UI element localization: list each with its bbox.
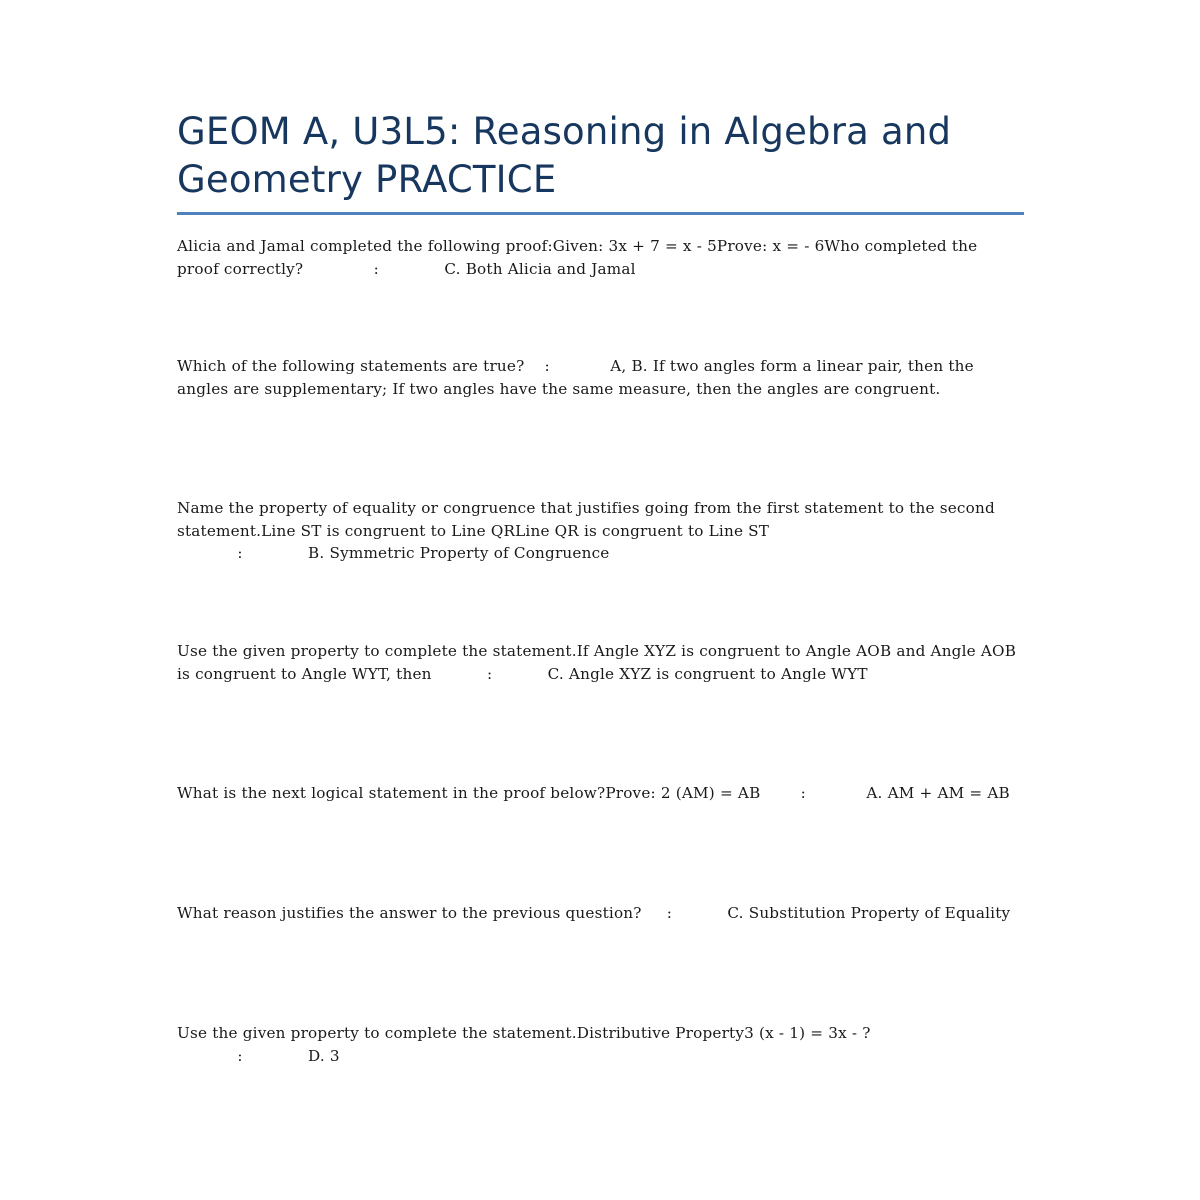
answer-separator: : (800, 784, 806, 802)
answer-text: B. Symmetric Property of Congruence (308, 544, 610, 562)
question-text: Name the property of equality or congruence that justifies going from the first statement to the second statement.Line ST is congruent to Line QRLine QR is congruent to Line ST (177, 499, 995, 540)
qa-item (177, 902, 1023, 925)
question-text: Which of the following statements are true? (177, 357, 525, 375)
document-page (177, 108, 1023, 1065)
qa-item (177, 1022, 1023, 1067)
answer-text: A, B. If two angles form a linear pair, then the angles are supplementary; If two angles have the same measure, then the angles are congruent. (177, 357, 974, 398)
question-text: Use the given property to complete the statement.Distributive Property3 (x - 1) = 3x - ? (177, 1024, 871, 1042)
answer-separator: : (373, 259, 379, 278)
qa-item (177, 497, 1023, 565)
question-text: What reason justifies the answer to the previous question? (177, 904, 642, 922)
answer-text: C. Angle XYZ is congruent to Angle WYT (547, 664, 868, 683)
qa-item (177, 782, 1023, 805)
page-title: GEOM A, U3L5: Reasoning in Algebra and Geometry PRACTICE (177, 110, 952, 201)
answer-text: A. AM + AM = AB (866, 784, 1010, 802)
title-underline (177, 212, 1024, 215)
answer-text: D. 3 (308, 1046, 340, 1065)
qa-item (177, 640, 1023, 685)
answer-text: C. Substitution Property of Equality (727, 904, 1011, 922)
answer-separator: : (486, 664, 493, 683)
answer-separator: : (237, 1046, 243, 1065)
question-text: Use the given property to complete the statement.If Angle XYZ is congruent to Angle AOB and Angle AOB is congruent to Angle WYT, then (177, 642, 1017, 683)
qa-item (177, 355, 1023, 400)
question-text: What is the next logical statement in the proof below?Prove: 2 (AM) = AB (177, 784, 761, 802)
qa-item (177, 235, 1023, 280)
answer-separator: : (666, 904, 673, 922)
answer-text: C. Both Alicia and Jamal (444, 259, 636, 278)
answer-separator: : (544, 357, 550, 375)
answer-separator: : (237, 544, 243, 562)
question-text: Alicia and Jamal completed the following proof:Given: 3x + 7 = x - 5Prove: x = - 6Who completed the proof correctly? (177, 237, 978, 278)
